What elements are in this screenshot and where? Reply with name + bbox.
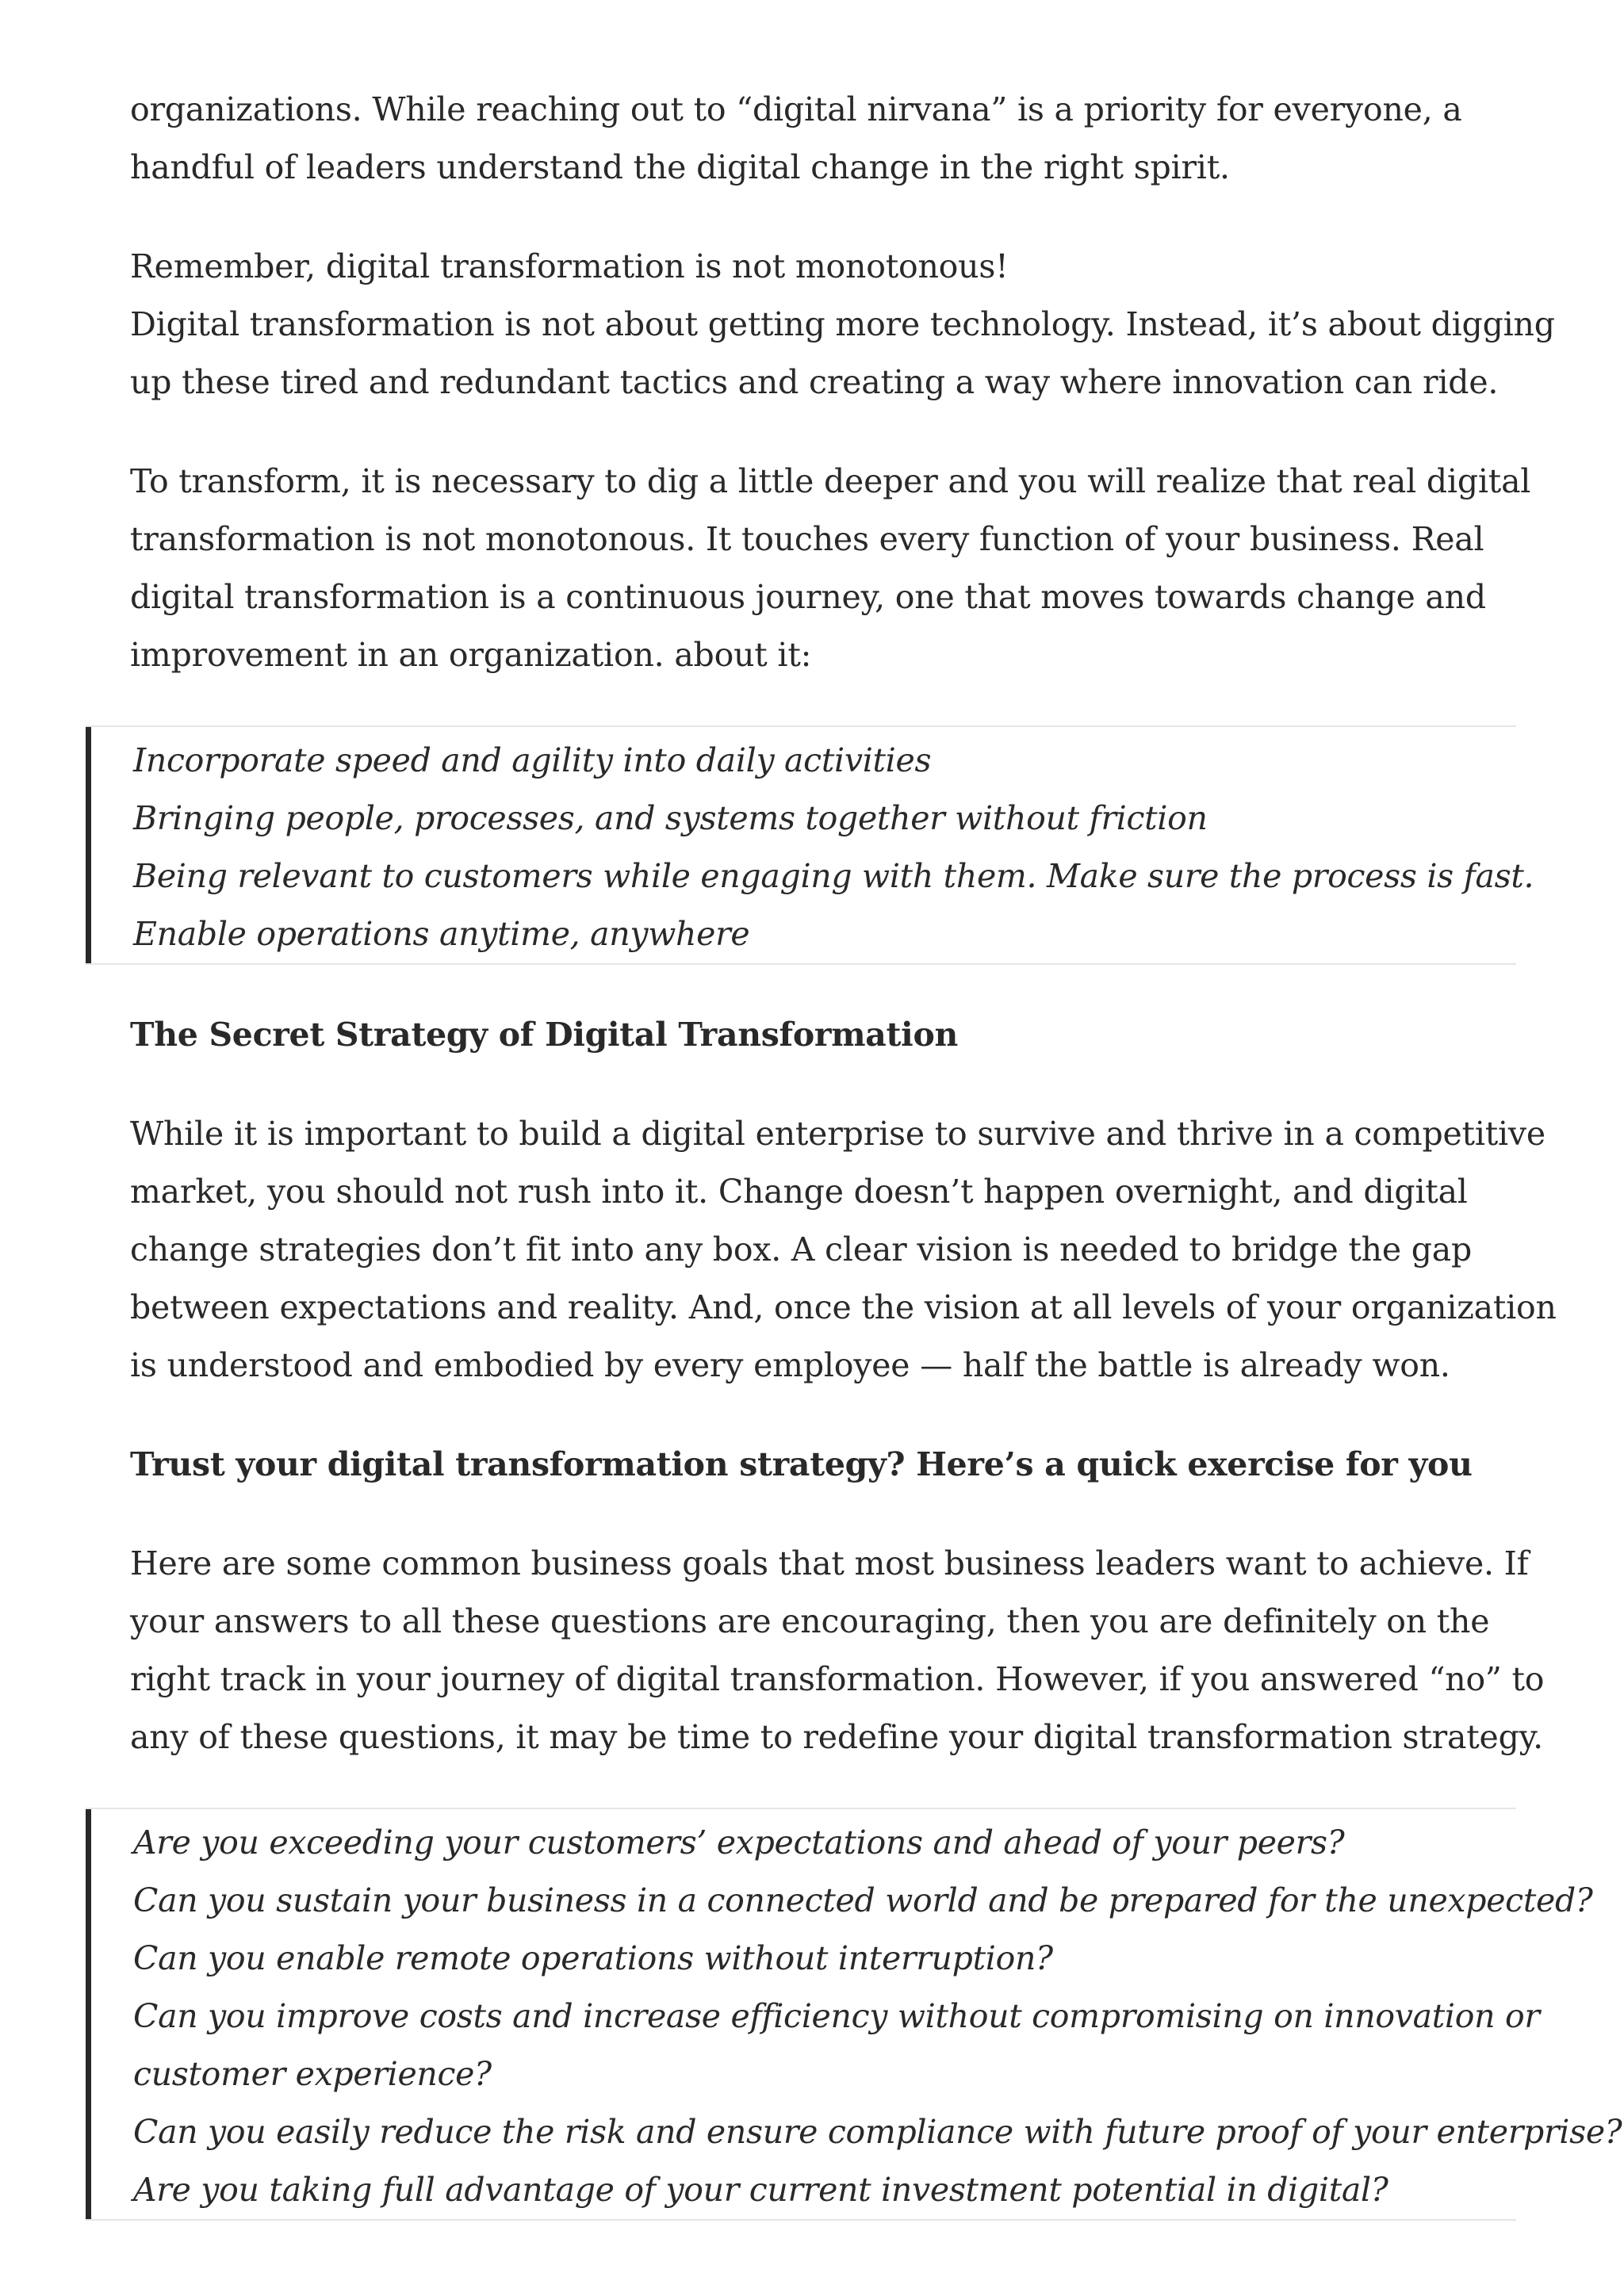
text-line: Remember, digital transformation is not monotonous!	[130, 247, 1009, 285]
text-line: change strategies don’t fit into any box. A clear vision is needed to bridge the gap	[130, 1230, 1473, 1269]
paragraph-quick-exercise	[130, 1535, 1557, 1766]
text-line: market, you should not rush into it. Change doesn’t happen overnight, and digital	[130, 1173, 1468, 1211]
text-line: any of these questions, it may be time to redefine your digital transformation strategy.	[130, 1718, 1543, 1756]
text-line: To transform, it is necessary to dig a little deeper and you will realize that real digital	[130, 462, 1531, 500]
quote-line: Bringing people, processes, and systems together without friction	[133, 799, 1208, 837]
article-body	[130, 81, 1622, 2262]
quote-line: Are you exceeding your customers’ expectations and ahead of your peers?	[133, 1823, 1345, 1862]
section-heading-quick-exercise: Trust your digital transformation strategy? Here’s a quick exercise for you	[130, 1445, 1473, 1483]
text-line: Digital transformation is not about getting more technology. Instead, it’s about digging	[130, 305, 1555, 343]
paragraph-intro-3	[130, 453, 1557, 684]
text-line: transformation is not monotonous. It touches every function of your business. Real	[130, 520, 1484, 558]
text-line: handful of leaders understand the digital change in the right spirit.	[130, 148, 1230, 186]
text-line: organizations. While reaching out to “digital nirvana” is a priority for everyone, a	[130, 90, 1462, 128]
text-line: between expectations and reality. And, once the vision at all levels of your organization	[130, 1288, 1557, 1326]
text-line: While it is important to build a digital enterprise to survive and thrive in a competitive	[130, 1115, 1545, 1153]
section-heading-secret-strategy: The Secret Strategy of Digital Transformation	[130, 1016, 959, 1054]
quote-line: customer experience?	[133, 2055, 492, 2093]
text-line: is understood and embodied by every employee — half the battle is already won.	[130, 1346, 1450, 1384]
blockquote-goals	[86, 725, 1534, 965]
quote-line: Being relevant to customers while engaging with them. Make sure the process is fast.	[133, 857, 1534, 895]
paragraph-intro-2	[130, 238, 1557, 411]
blockquote-questions	[86, 1808, 1622, 2221]
paragraph-intro-1	[130, 81, 1557, 197]
quote-line: Are you taking full advantage of your current investment potential in digital?	[133, 2171, 1388, 2209]
quote-line: Can you enable remote operations without interruption?	[133, 1939, 1053, 1977]
text-line: digital transformation is a continuous journey, one that moves towards change and	[130, 578, 1486, 616]
quote-line: Can you improve costs and increase efficiency without compromising on innovation or	[133, 1997, 1540, 2035]
quote-line: Enable operations anytime, anywhere	[133, 915, 750, 953]
quote-line: Incorporate speed and agility into daily activities	[133, 741, 932, 779]
text-line: Here are some common business goals that most business leaders want to achieve. If	[130, 1544, 1529, 1582]
quote-line: Can you easily reduce the risk and ensure compliance with future proof of your enterprise?	[133, 2113, 1622, 2151]
text-line: your answers to all these questions are encouraging, then you are definitely on the	[130, 1602, 1490, 1640]
quote-line: Can you sustain your business in a connected world and be prepared for the unexpected?	[133, 1881, 1593, 1919]
text-line: improvement in an organization. about it:	[130, 636, 812, 674]
text-line: up these tired and redundant tactics and creating a way where innovation can ride.	[130, 363, 1499, 401]
paragraph-secret-strategy	[130, 1105, 1557, 1395]
text-line: right track in your journey of digital transformation. However, if you answered “no” to	[130, 1660, 1545, 1698]
